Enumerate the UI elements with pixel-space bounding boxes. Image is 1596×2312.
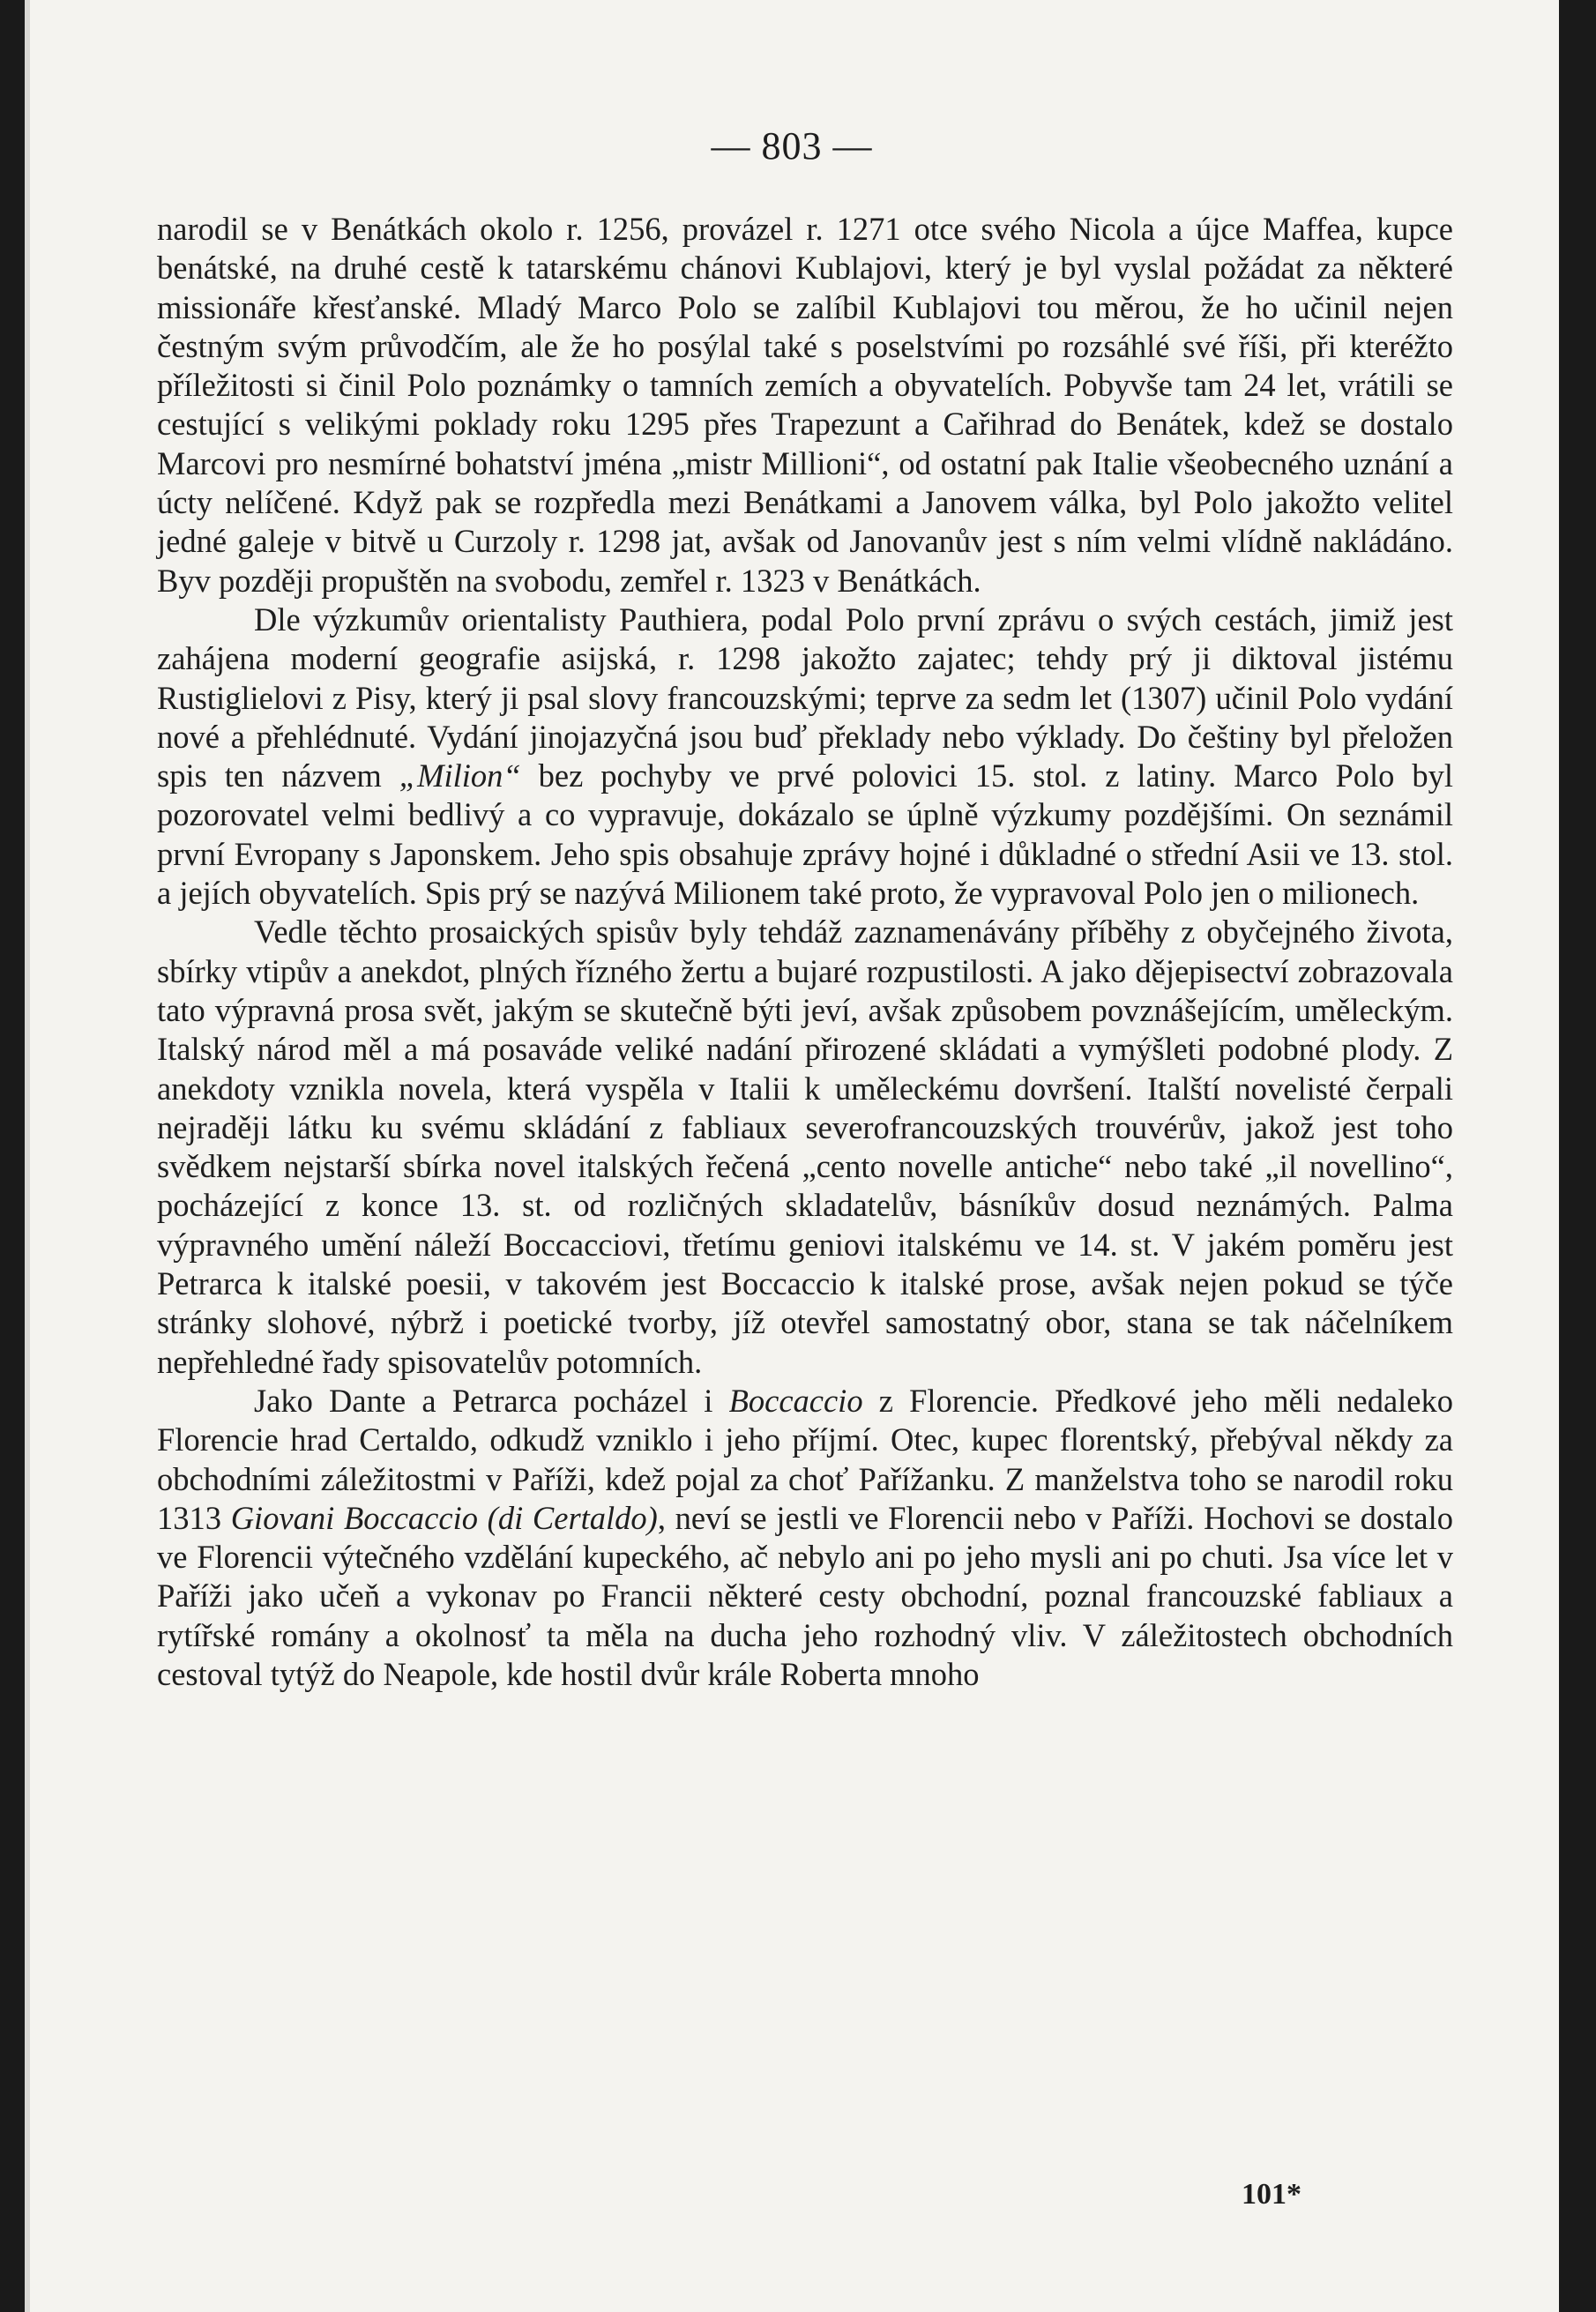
paragraph: [157, 913, 1453, 1382]
paragraph: [157, 600, 1453, 913]
body-text: [157, 210, 1453, 1694]
text-segment: narodil se v Benátkách okolo r. 1256, provázel r. 1271 otce svého Nicola a újce Maffea, kupce benátské, na druhé cestě k tatarskému chánovi Kublajovi, který je byl vyslal požádat za některé missionáře křesťanské. Mladý Marco Polo se zalíbil Kublajovi tou měrou, že ho učinil nejen čestným svým průvodčím, ale že ho posýlal také s poselstvími po rozsáhlé své říši, při kteréžto příležitosti si činil Polo poznámky o tamních zemích a obyvatelích. Pobyvše tam 24 let, vrátili se cestující s velikými poklady roku 1295 přes Trapezunt a Cařihrad do Benátek, kdež se dostalo Marcovi pro nesmírné bohatství jména „mistr Millioni“, od ostatní pak Italie všeobecného uznání a úcty nelíčené. Když pak se rozpředla mezi Benátkami a Janovem válka, byl Polo jakožto velitel jedné galeje v bitvě u Curzoly r. 1298 jat, avšak od Janovanův jest s ním velmi vlídně nakládáno. Byv později propuštěn na svobodu, zemřel r. 1323 v Benátkách.: [157, 211, 1453, 599]
signature-mark: 101*: [1242, 2178, 1301, 2211]
paragraph: [157, 210, 1453, 600]
text-segment: bez pochyby ve prvé polovici 15. stol. z latiny. Marco Polo byl pozorovatel velmi bedlivý a co vypravuje, dokázalo se úplně výzkumy pozdějšími. On seznámil první Evropany s Japonskem. Jeho spis obsahuje zprávy hojné i důkladné o střední Asii ve 13. stol. a jejích obyvatelích. Spis prý se nazývá Milionem také proto, že vypravoval Polo jen o milionech.: [157, 757, 1453, 912]
paragraph: [157, 1382, 1453, 1694]
text-segment: Vedle těchto prosaických spisův byly tehdáž zaznamenávány příběhy z obyčejného života, sbírky vtipův a anekdot, plných řízného žertu a bujaré rozpustilosti. A jako dějepisectví zobrazovala tato výpravná prosa svět, jakým se skutečně býti jeví, avšak způsobem povznášejícím, uměleckým. Italský národ měl a má posaváde veliké nadání přirozené skládati a vymýšleti podobné plody. Z anekdoty vznikla novela, která vyspěla v Italii k uměleckému dovršení. Italští novelisté čerpali nejraději látku ku svému skládání z fabliaux severofrancouzských trouvérův, jakož jest toho svědkem nejstarší sbírka novel italských řečená „cento novelle antiche“ nebo také „il novellino“, pocházející z konce 13. st. od rozličných skladatelův, básníkův dosud neznámých. Palma výpravného umění náleží Boccacciovi, třetímu geniovi italskému ve 14. st. V jakém poměru jest Petrarca k italské poesii, v takovém jest Boccaccio k italské prose, avšak nejen pokud se týče stránky slohové, nýbrž i poetické tvorby, jíž otevřel samostatný obor, stana se tak náčelníkem nepřehledné řady spisovatelův potomních.: [157, 914, 1453, 1380]
italic-text: Boccaccio: [728, 1382, 863, 1419]
text-segment: z Florencie. Předkové jeho měli nedaleko Florencie hrad Certaldo, odkudž vzniklo i jeho příjmí. Otec, kupec florentský, přebýval někdy za obchodními záležitostmi v Paříži, kdež pojal za choť Pařížanku. Z manželstva toho se narodil roku 1313: [157, 1382, 1453, 1536]
text-segment: , neví se jestli ve Florencii nebo v Paříži. Hochovi se dostalo ve Florencii výtečného vzdělání kupeckého, ač nebylo ani po jeho mysli ani po chuti. Jsa více let v Paříži jako učeň a vykonav po Francii některé cesty obchodní, poznal francouzské fabliaux a rytířské romány a okolnosť ta měla na ducha jeho rozhodný vliv. V záležitostech obchodních cestoval tytýž do Neapole, kde hostil dvůr krále Roberta mnoho: [157, 1499, 1454, 1692]
text-segment: Jako Dante a Petrarca pocházel i: [254, 1382, 729, 1419]
italic-text: Giovani Boccaccio (di Certaldo): [230, 1499, 658, 1536]
page-number-header: — 803 —: [711, 124, 873, 168]
italic-text: „Milion“: [399, 757, 521, 794]
text-segment: Dle výzkumův orientalisty Pauthiera, podal Polo první zprávu o svých cestách, jimiž jest zahájena moderní geografie asijská, r. 1298 jakožto zajatec; tehdy prý ji diktoval jistému Rustiglielovi z Pisy, který ji psal slovy francouzskými; teprve za sedm let (1307) učinil Polo vydání nové a přehlédnuté. Vydání jinojazyčná jsou buď překlady nebo výklady. Do češtiny byl přeložen spis ten názvem: [157, 600, 1453, 794]
book-page: [25, 0, 1559, 2312]
